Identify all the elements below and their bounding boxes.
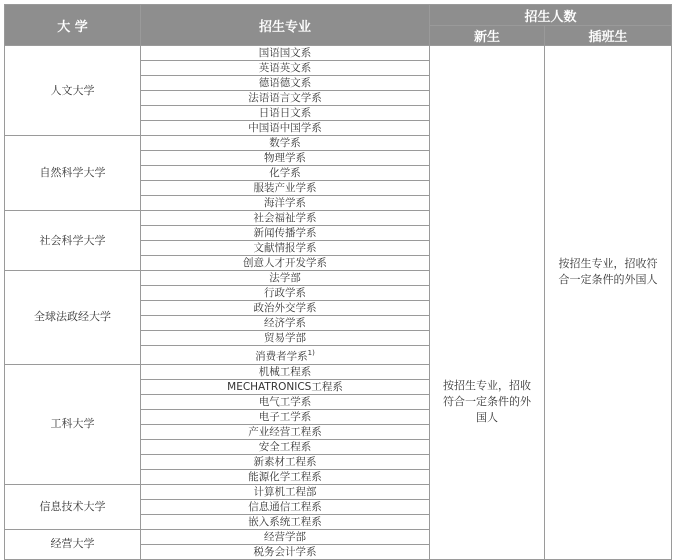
major-name: 政治外交学系 (253, 302, 317, 314)
major-cell (141, 286, 430, 301)
quota-header: 招生人数 (430, 5, 672, 26)
major-name: 经营学部 (264, 530, 306, 543)
major-cell (141, 166, 430, 181)
major-name: 新闻传播学系 (253, 227, 317, 239)
major-cell (141, 484, 430, 499)
major-name: 海洋学系 (264, 197, 306, 209)
major-cell (141, 439, 430, 454)
footnote-marker: 1) (307, 349, 315, 357)
major-cell (141, 121, 430, 136)
major-cell (141, 211, 430, 226)
major-name: 电子工学系 (258, 410, 312, 423)
major-name: 化学系 (269, 167, 301, 179)
major-name: 信息通信工程系 (248, 500, 322, 513)
university-cell: 经营大学 (5, 529, 141, 559)
major-cell (141, 301, 430, 316)
major-name: 计算机工程部 (253, 485, 317, 498)
major-cell (141, 76, 430, 91)
major-name: 中国语中国学系 (248, 122, 322, 134)
university-cell: 自然科学大学 (5, 136, 141, 211)
major-cell (141, 61, 430, 76)
major-cell (141, 91, 430, 106)
major-name: 社会福祉学系 (253, 212, 317, 224)
major-name: 安全工程系 (258, 440, 312, 453)
major-cell (141, 316, 430, 331)
university-header: 大 学 (5, 5, 141, 46)
major-cell (141, 196, 430, 211)
major-name: 新素材工程系 (253, 455, 317, 468)
major-name: 电气工学系 (258, 395, 312, 408)
major-name: 日语日文系 (258, 107, 312, 119)
major-name: 贸易学部 (264, 332, 306, 344)
major-cell (141, 379, 430, 394)
major-name: 经济学系 (264, 317, 306, 329)
major-cell (141, 181, 430, 196)
major-name: 物理学系 (264, 152, 306, 164)
major-cell (141, 424, 430, 439)
major-name: 法语语言文学系 (248, 92, 322, 104)
major-name: 数学系 (269, 137, 301, 149)
major-name: 英语英文系 (258, 62, 312, 74)
major-name: 创意人才开发学系 (243, 257, 327, 269)
major-name: 嵌入系统工程系 (248, 515, 322, 528)
major-cell (141, 226, 430, 241)
major-cell (141, 256, 430, 271)
major-cell (141, 136, 430, 151)
freshman-note: 按招生专业，招收符合一定条件的外国人 (430, 46, 545, 560)
major-name: 税务会计学系 (253, 545, 317, 558)
major-cell (141, 454, 430, 469)
major-cell (141, 271, 430, 286)
major-name: 文献情报学系 (253, 242, 317, 254)
major-cell (141, 544, 430, 559)
major-name: 服装产业学系 (253, 182, 317, 194)
major-cell (141, 499, 430, 514)
major-name: 行政学系 (264, 287, 306, 299)
major-cell (141, 409, 430, 424)
transfer-note: 按招生专业，招收符合一定条件的外国人 (545, 46, 672, 560)
major-cell (141, 346, 430, 365)
major-header: 招生专业 (141, 5, 430, 46)
major-cell (141, 514, 430, 529)
university-cell: 工科大学 (5, 364, 141, 484)
university-cell: 社会科学大学 (5, 211, 141, 271)
major-cell (141, 364, 430, 379)
major-cell (141, 151, 430, 166)
university-cell: 全球法政经大学 (5, 271, 141, 365)
major-name: 国语国文系 (258, 47, 312, 59)
major-cell (141, 469, 430, 484)
major-name: 能源化学工程系 (248, 470, 322, 483)
major-name: MECHATRONICS工程系 (227, 380, 343, 393)
table-row (5, 46, 672, 61)
major-name: 法学部 (269, 272, 301, 284)
major-name: 产业经营工程系 (248, 425, 322, 438)
university-cell: 人文大学 (5, 46, 141, 136)
major-name: 消费者学系 (255, 350, 308, 363)
major-name: 机械工程系 (258, 365, 312, 378)
major-cell (141, 394, 430, 409)
major-cell (141, 331, 430, 346)
major-cell (141, 106, 430, 121)
major-cell (141, 529, 430, 544)
freshman-header: 新生 (430, 26, 545, 46)
transfer-header: 插班生 (545, 26, 672, 46)
university-cell: 信息技术大学 (5, 484, 141, 529)
admission-table (4, 4, 672, 560)
major-cell (141, 46, 430, 61)
major-cell (141, 241, 430, 256)
major-name: 德语德文系 (258, 77, 312, 89)
table-body (5, 46, 672, 560)
